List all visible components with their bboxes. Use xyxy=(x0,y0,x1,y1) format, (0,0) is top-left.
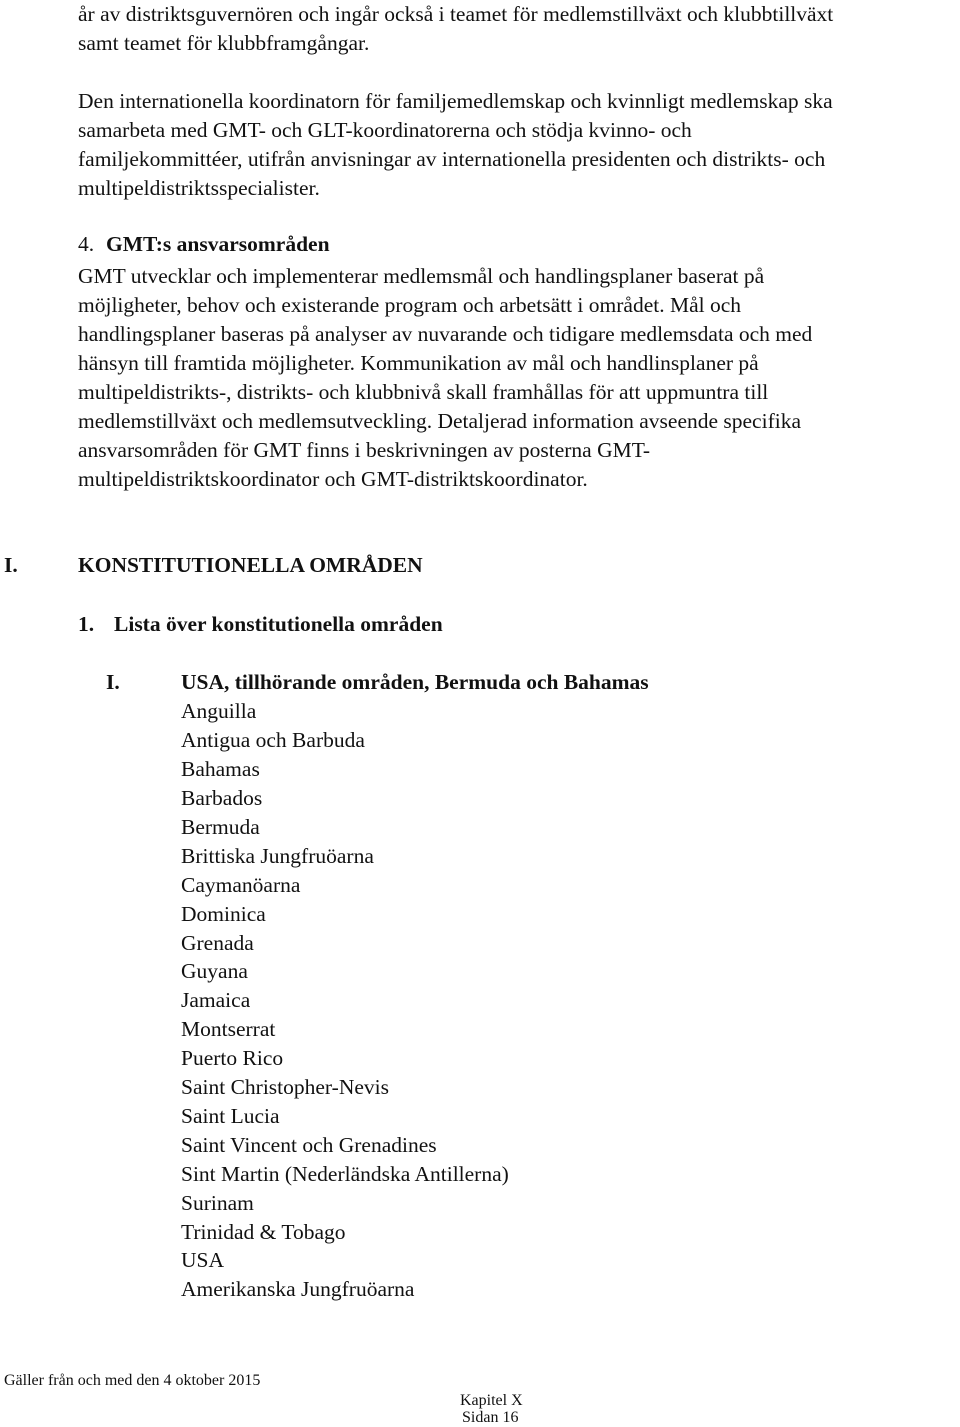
section-4-line-5: multipeldistrikts-, distrikts- och klubbnivå skall framhållas för att uppmuntra till xyxy=(78,380,769,404)
section-4-line-3: handlingsplaner baseras på analyser av nuvarande och tidigare medlemsdata och med xyxy=(78,322,813,346)
area-group-number: I. xyxy=(106,670,120,694)
list-item: Grenada xyxy=(181,931,254,955)
list-item: Bahamas xyxy=(181,757,260,781)
list-item: Sint Martin (Nederländska Antillerna) xyxy=(181,1162,509,1186)
section-4-line-6: medlemstillväxt och medlemsutveckling. Detaljerad information avseende specifika xyxy=(78,409,802,433)
footer-validity: Gäller från och med den 4 oktober 2015 xyxy=(4,1372,261,1389)
coordinator-line-4: multipeldistriktsspecialister. xyxy=(78,176,320,200)
list-item: Montserrat xyxy=(181,1017,276,1041)
list-item: Saint Christopher-Nevis xyxy=(181,1075,389,1099)
list-item: Saint Vincent och Grenadines xyxy=(181,1133,437,1157)
section-4-number: 4. xyxy=(78,232,95,256)
list-item: Trinidad & Tobago xyxy=(181,1220,346,1244)
intro-line-1: år av distriktsguvernören och ingår också i teamet för medlemstillväxt och klubbtillväxt xyxy=(78,2,834,26)
list-item: Caymanöarna xyxy=(181,873,301,897)
section-4-line-7: ansvarsområden för GMT finns i beskrivningen av posterna GMT- xyxy=(78,438,651,462)
footer-chapter: Kapitel X xyxy=(460,1392,523,1409)
list-item: Surinam xyxy=(181,1191,254,1215)
section-4-title: GMT:s ansvarsområden xyxy=(106,232,330,256)
list-item: Brittiska Jungfruöarna xyxy=(181,844,374,868)
section-4-line-4: hänsyn till framtida möjligheter. Kommunikation av mål och handlinsplaner på xyxy=(78,351,759,375)
coordinator-line-3: familjekommittéer, utifrån anvisningar av internationella presidenten och distrikts- och xyxy=(78,147,826,171)
coordinator-line-2: samarbeta med GMT- och GLT-koordinatorerna och stödja kvinno- och xyxy=(78,118,692,142)
footer-page-number: Sidan 16 xyxy=(462,1409,519,1426)
coordinator-line-1: Den internationella koordinatorn för familjemedlemskap och kvinnligt medlemskap ska xyxy=(78,89,833,113)
list-item: USA xyxy=(181,1248,225,1272)
list-item: Barbados xyxy=(181,786,263,810)
list-item: Guyana xyxy=(181,959,248,983)
section-4-line-8: multipeldistriktskoordinator och GMT-distriktskoordinator. xyxy=(78,467,588,491)
list-item: Amerikanska Jungfruöarna xyxy=(181,1277,415,1301)
intro-line-2: samt teamet för klubbframgångar. xyxy=(78,31,370,55)
section-4-line-1: GMT utvecklar och implementerar medlemsmål och handlingsplaner baserat på xyxy=(78,264,765,288)
area-group-title: USA, tillhörande områden, Bermuda och Bahamas xyxy=(181,670,649,694)
list-item: Bermuda xyxy=(181,815,260,839)
list-item: Dominica xyxy=(181,902,266,926)
list-item: Anguilla xyxy=(181,699,257,723)
list-item: Antigua och Barbuda xyxy=(181,728,365,752)
section-4-line-2: möjligheter, behov och existerande program och arbetsätt i området. Mål och xyxy=(78,293,742,317)
chapter-number: I. xyxy=(4,553,18,577)
subsection-number: 1. xyxy=(78,612,95,636)
subsection-title: Lista över konstitutionella områden xyxy=(114,612,443,636)
chapter-title: KONSTITUTIONELLA OMRÅDEN xyxy=(78,553,423,577)
list-item: Jamaica xyxy=(181,988,251,1012)
list-item: Puerto Rico xyxy=(181,1046,284,1070)
list-item: Saint Lucia xyxy=(181,1104,280,1128)
